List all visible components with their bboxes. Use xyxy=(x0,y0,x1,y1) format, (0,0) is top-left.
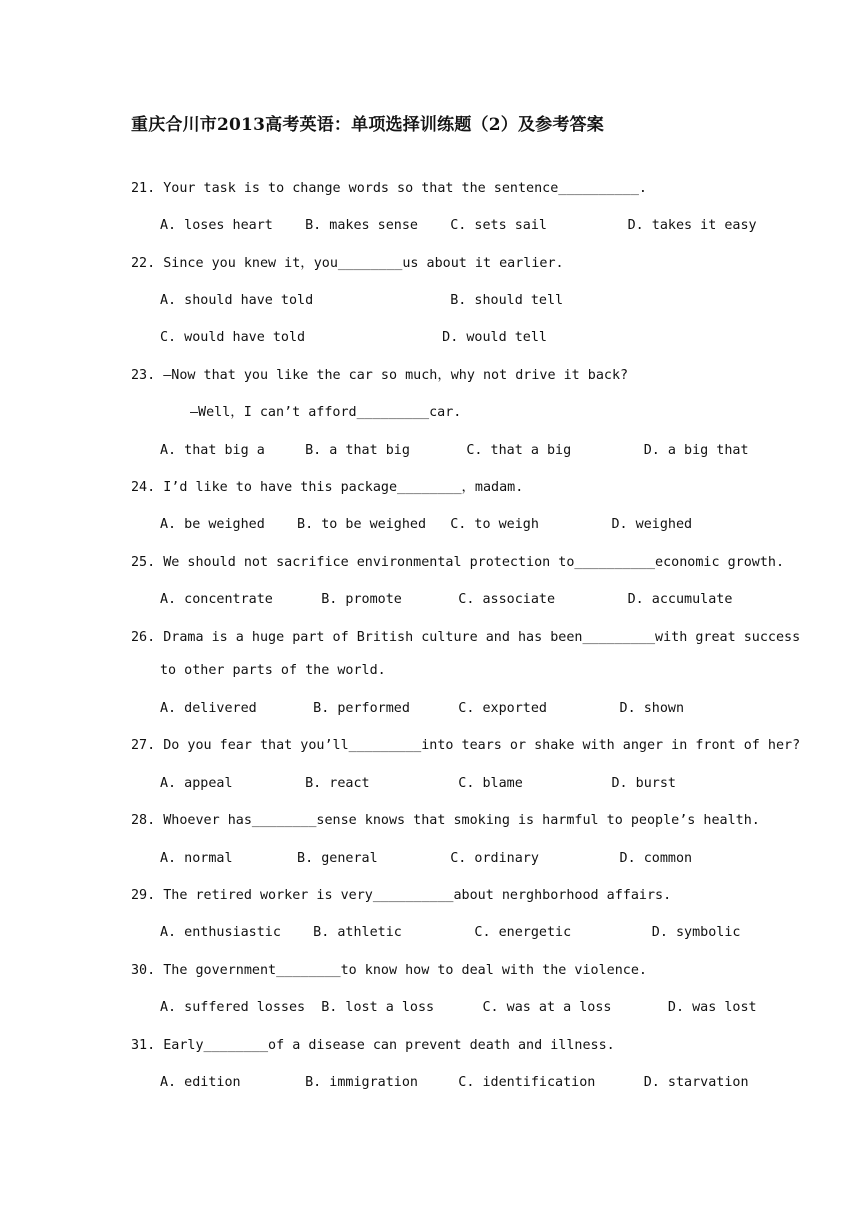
question-28-options: A. normal B. general C. ordinary D. common xyxy=(160,851,693,866)
question-22-options-ab: A. should have told B. should tell xyxy=(160,293,564,308)
question-31-options: A. edition B. immigration C. identification D. starvation xyxy=(160,1075,749,1090)
question-29-options: A. enthusiastic B. athletic C. energetic D. symbolic xyxy=(160,925,741,940)
document-title: 重庆合川市2013高考英语：单项选择训练题（2）及参考答案 xyxy=(131,115,604,135)
question-31-stem: 31. Early________of a disease can prevent death and illness. xyxy=(131,1038,615,1053)
question-27-stem: 27. Do you fear that you’ll_________into tears or shake with anger in front of her? xyxy=(131,738,801,753)
question-21-stem: 21. Your task is to change words so that the sentence__________. xyxy=(131,181,647,196)
question-24-stem: 24. I’d like to have this package________，madam. xyxy=(131,480,524,495)
question-26-stem-continued: to other parts of the world. xyxy=(160,663,386,678)
question-23-options: A. that big a B. a that big C. that a big D. a big that xyxy=(160,443,749,458)
question-28-stem: 28. Whoever has________sense knows that smoking is harmful to people’s health. xyxy=(131,813,760,828)
question-25-options: A. concentrate B. promote C. associate D. accumulate xyxy=(160,592,733,607)
question-26-options: A. delivered B. performed C. exported D. shown xyxy=(160,701,685,716)
question-23-stem: 23. —Now that you like the car so much，why not drive it back? xyxy=(131,368,629,383)
question-26-stem: 26. Drama is a huge part of British culture and has been_________with great success xyxy=(131,630,801,645)
question-22-stem: 22. Since you knew it，you________us about it earlier. xyxy=(131,256,564,271)
question-22-options-cd: C. would have told D. would tell xyxy=(160,330,547,345)
question-24-options: A. be weighed B. to be weighed C. to weigh D. weighed xyxy=(160,517,693,532)
question-29-stem: 29. The retired worker is very__________about nerghborhood affairs. xyxy=(131,888,672,903)
question-21-options: A. loses heart B. makes sense C. sets sail D. takes it easy xyxy=(160,218,757,233)
question-30-stem: 30. The government________to know how to deal with the violence. xyxy=(131,963,647,978)
question-23-reply: —Well，I can’t afford_________car. xyxy=(190,405,462,420)
question-27-options: A. appeal B. react C. blame D. burst xyxy=(160,776,676,791)
question-30-options: A. suffered losses B. lost a loss C. was at a loss D. was lost xyxy=(160,1000,757,1015)
question-25-stem: 25. We should not sacrifice environmental protection to__________economic growth. xyxy=(131,555,785,570)
